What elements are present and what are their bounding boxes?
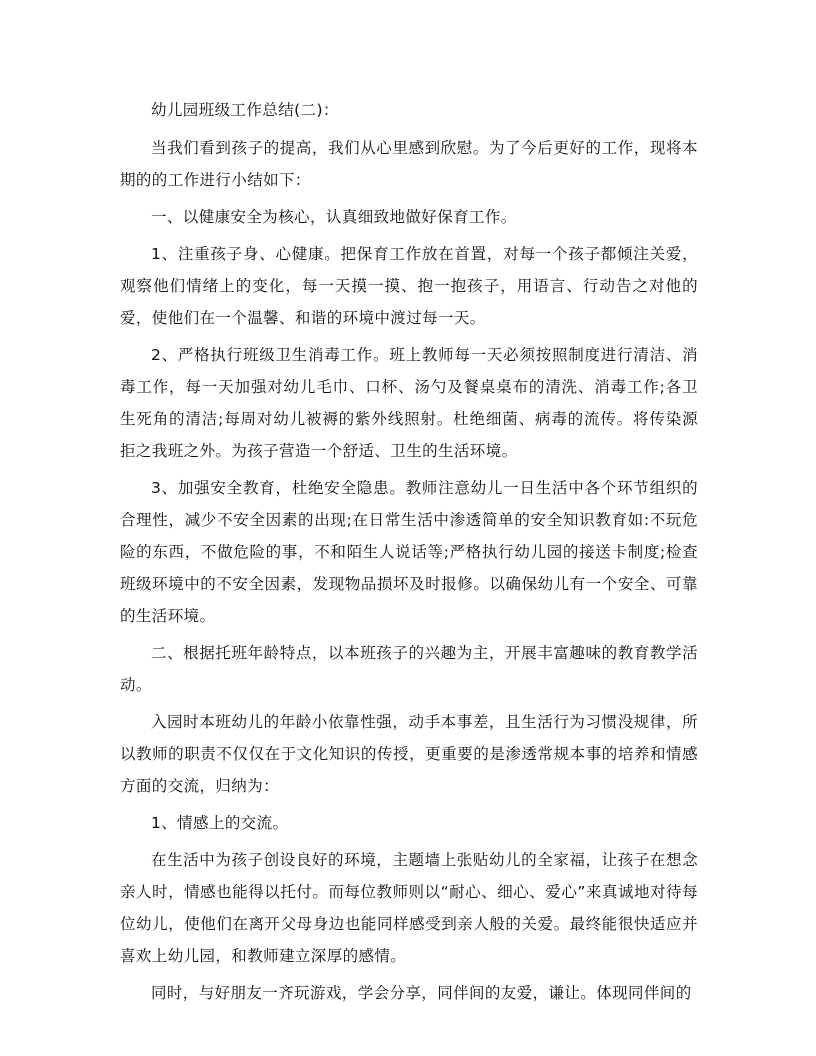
document-page [120, 94, 698, 1014]
paragraph-health: 1、注重孩子身、心健康。把保育工作放在首置，对每一个孩子都倾注关爱，观察他们情绪上的变化，每一天摸一摸、抱一抱孩子，用语言、行动告之对他的爱，使他们在一个温馨、和谐的环境中渡过每一天。 [120, 245, 698, 327]
paragraph-peers: 同时，与好朋友一齐玩游戏，学会分享，同伴间的友爱，谦让。体现同伴间的 [151, 984, 692, 1002]
paragraph-safety: 3、加强安全教育，杜绝安全隐患。教师注意幼儿一日生活中各个环节组织的合理性，减少不安全因素的出现;在日常生活中渗透简单的安全知识教育如:不玩危险的东西，不做危险的事，不和陌生人说话等;严格执行幼儿园的接送卡制度;检查班级环境中的不安全因素，发现物品损坏及时报修。以确保幼儿有一个安全、可靠的生活环境。 [120, 479, 698, 625]
section-heading-2: 二、根据托班年龄特点，以本班孩子的兴趣为主，开展丰富趣味的教育教学活动。 [120, 644, 698, 694]
section-heading-1: 一、以健康安全为核心，认真细致地做好保育工作。 [151, 208, 517, 226]
paragraph-intro: 当我们看到孩子的提高，我们从心里感到欣慰。为了今后更好的工作，现将本期的的工作进行小结如下： [120, 139, 698, 189]
paragraph-hygiene: 2、严格执行班级卫生消毒工作。班上教师每一天必须按照制度进行清洁、消毒工作，每一天加强对幼儿毛巾、口杯、汤勺及餐桌桌布的清洗、消毒工作;各卫生死角的清洁;每周对幼儿被褥的紫外线照射。杜绝细菌、病毒的流传。将传染源拒之我班之外。为孩子营造一个舒适、卫生的生活环境。 [120, 346, 698, 460]
document-title: 幼儿园班级工作总结(二)： [151, 101, 339, 119]
paragraph-admission: 入园时本班幼儿的年龄小依靠性强，动手本事差，且生活行为习惯没规律，所以教师的职责不仅仅在于文化知识的传授，更重要的是渗透常规本事的培养和情感方面的交流，归纳为： [120, 713, 698, 795]
subheading-emotional: 1、情感上的交流。 [151, 814, 289, 832]
paragraph-environment: 在生活中为孩子创设良好的环境，主题墙上张贴幼儿的全家福，让孩子在想念亲人时，情感也能得以托付。而每位教师则以“耐心、细心、爱心”来真诚地对待每位幼儿，使他们在离开父母身边也能同样感受到亲人般的关爱。最终能很快适应并喜欢上幼儿园，和教师建立深厚的感情。 [120, 851, 698, 965]
